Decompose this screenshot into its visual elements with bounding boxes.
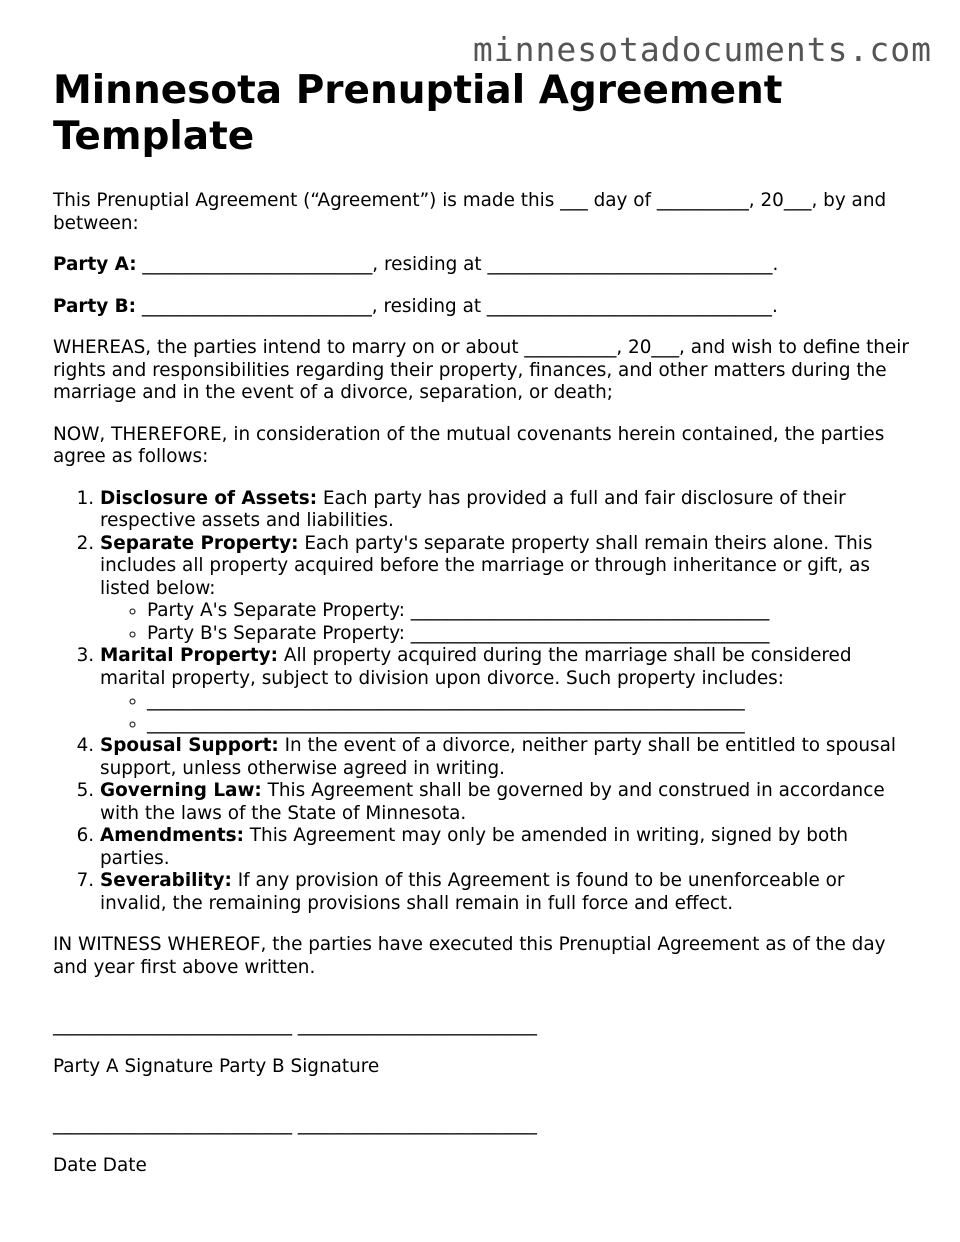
clause-heading: Separate Property: (100, 532, 299, 554)
whereas-paragraph: WHEREAS, the parties intend to marry on or about __________, 20___, and wish to define their rights and responsibilities regarding their property, finances, and other matters during the marriage and in the event of a divorce, separation, or death; (53, 337, 909, 403)
clause-item (100, 825, 913, 870)
party-a-text: _________________________, residing at _______________________________. (136, 254, 779, 275)
watermark: minnesotadocuments.com (472, 30, 932, 69)
sub-list (100, 600, 913, 645)
document-page (53, 68, 913, 1177)
clause-heading: Amendments: (100, 825, 244, 846)
clause-item (100, 533, 913, 646)
sub-list (100, 690, 913, 735)
party-b-text: _________________________, residing at _______________________________. (136, 295, 778, 317)
clause-item (100, 780, 913, 825)
signature-label: Party A Signature Party B Signature (53, 1055, 380, 1077)
party-a-line (53, 254, 913, 277)
clause-item (100, 735, 913, 780)
clauses-list (53, 488, 913, 916)
clause-heading: Disclosure of Assets: (100, 487, 318, 509)
date-label: Date Date (53, 1154, 147, 1176)
clause-text: All property acquired during the marriage shall be considered marital property, subject to division upon divorce. Such property includes: (100, 645, 852, 689)
clause-text: If any provision of this Agreement is found to be unenforceable or invalid, the remaining provisions shall remain in full force and effect. (100, 870, 845, 914)
clause-item (100, 645, 913, 735)
page-title: Minnesota Prenuptial Agreement Template (53, 68, 783, 159)
now-therefore-paragraph: NOW, THEREFORE, in consideration of the mutual covenants herein contained, the parties agree as follows: (53, 423, 885, 467)
clause-heading: Spousal Support: (100, 735, 279, 756)
clause-heading: Marital Property: (100, 645, 279, 666)
party-b-label: Party B: (53, 295, 137, 317)
date-line: __________________________ __________________________ (53, 1114, 538, 1135)
clause-text: Each party's separate property shall remain theirs alone. This includes all property acquired before the marriage or through inheritance or gift, as listed below: (100, 532, 873, 599)
party-a-label: Party A: (53, 254, 137, 275)
clause-text: In the event of a divorce, neither party shall be entitled to spousal support, unless otherwise agreed in writing. (100, 735, 897, 779)
clause-item (100, 870, 913, 915)
clause-heading: Severability: (100, 870, 232, 891)
sub-item: ◦ Party B's Separate Property: _______________________________________ (147, 623, 913, 646)
signature-line: __________________________ __________________________ (53, 1015, 538, 1036)
clause-item (100, 488, 913, 533)
clause-text: Each party has provided a full and fair disclosure of their respective assets and liabilities. (100, 487, 846, 531)
clause-text: This Agreement may only be amended in writing, signed by both parties. (100, 825, 849, 869)
intro-paragraph: This Prenuptial Agreement (“Agreement”) is made this ___ day of __________, 20___, by and between: (53, 190, 887, 234)
sub-item: ◦ Party A's Separate Property: _______________________________________ (147, 600, 913, 623)
sub-item: ◦ _________________________________________________________________ (147, 690, 913, 713)
party-b-line (53, 296, 913, 319)
clause-text: This Agreement shall be governed by and construed in accordance with the laws of the State of Minnesota. (100, 780, 885, 824)
sub-item: ◦ _________________________________________________________________ (147, 713, 913, 736)
witness-paragraph: IN WITNESS WHEREOF, the parties have executed this Prenuptial Agreement as of the day and year first above written. (53, 934, 886, 978)
clause-heading: Governing Law: (100, 780, 262, 801)
